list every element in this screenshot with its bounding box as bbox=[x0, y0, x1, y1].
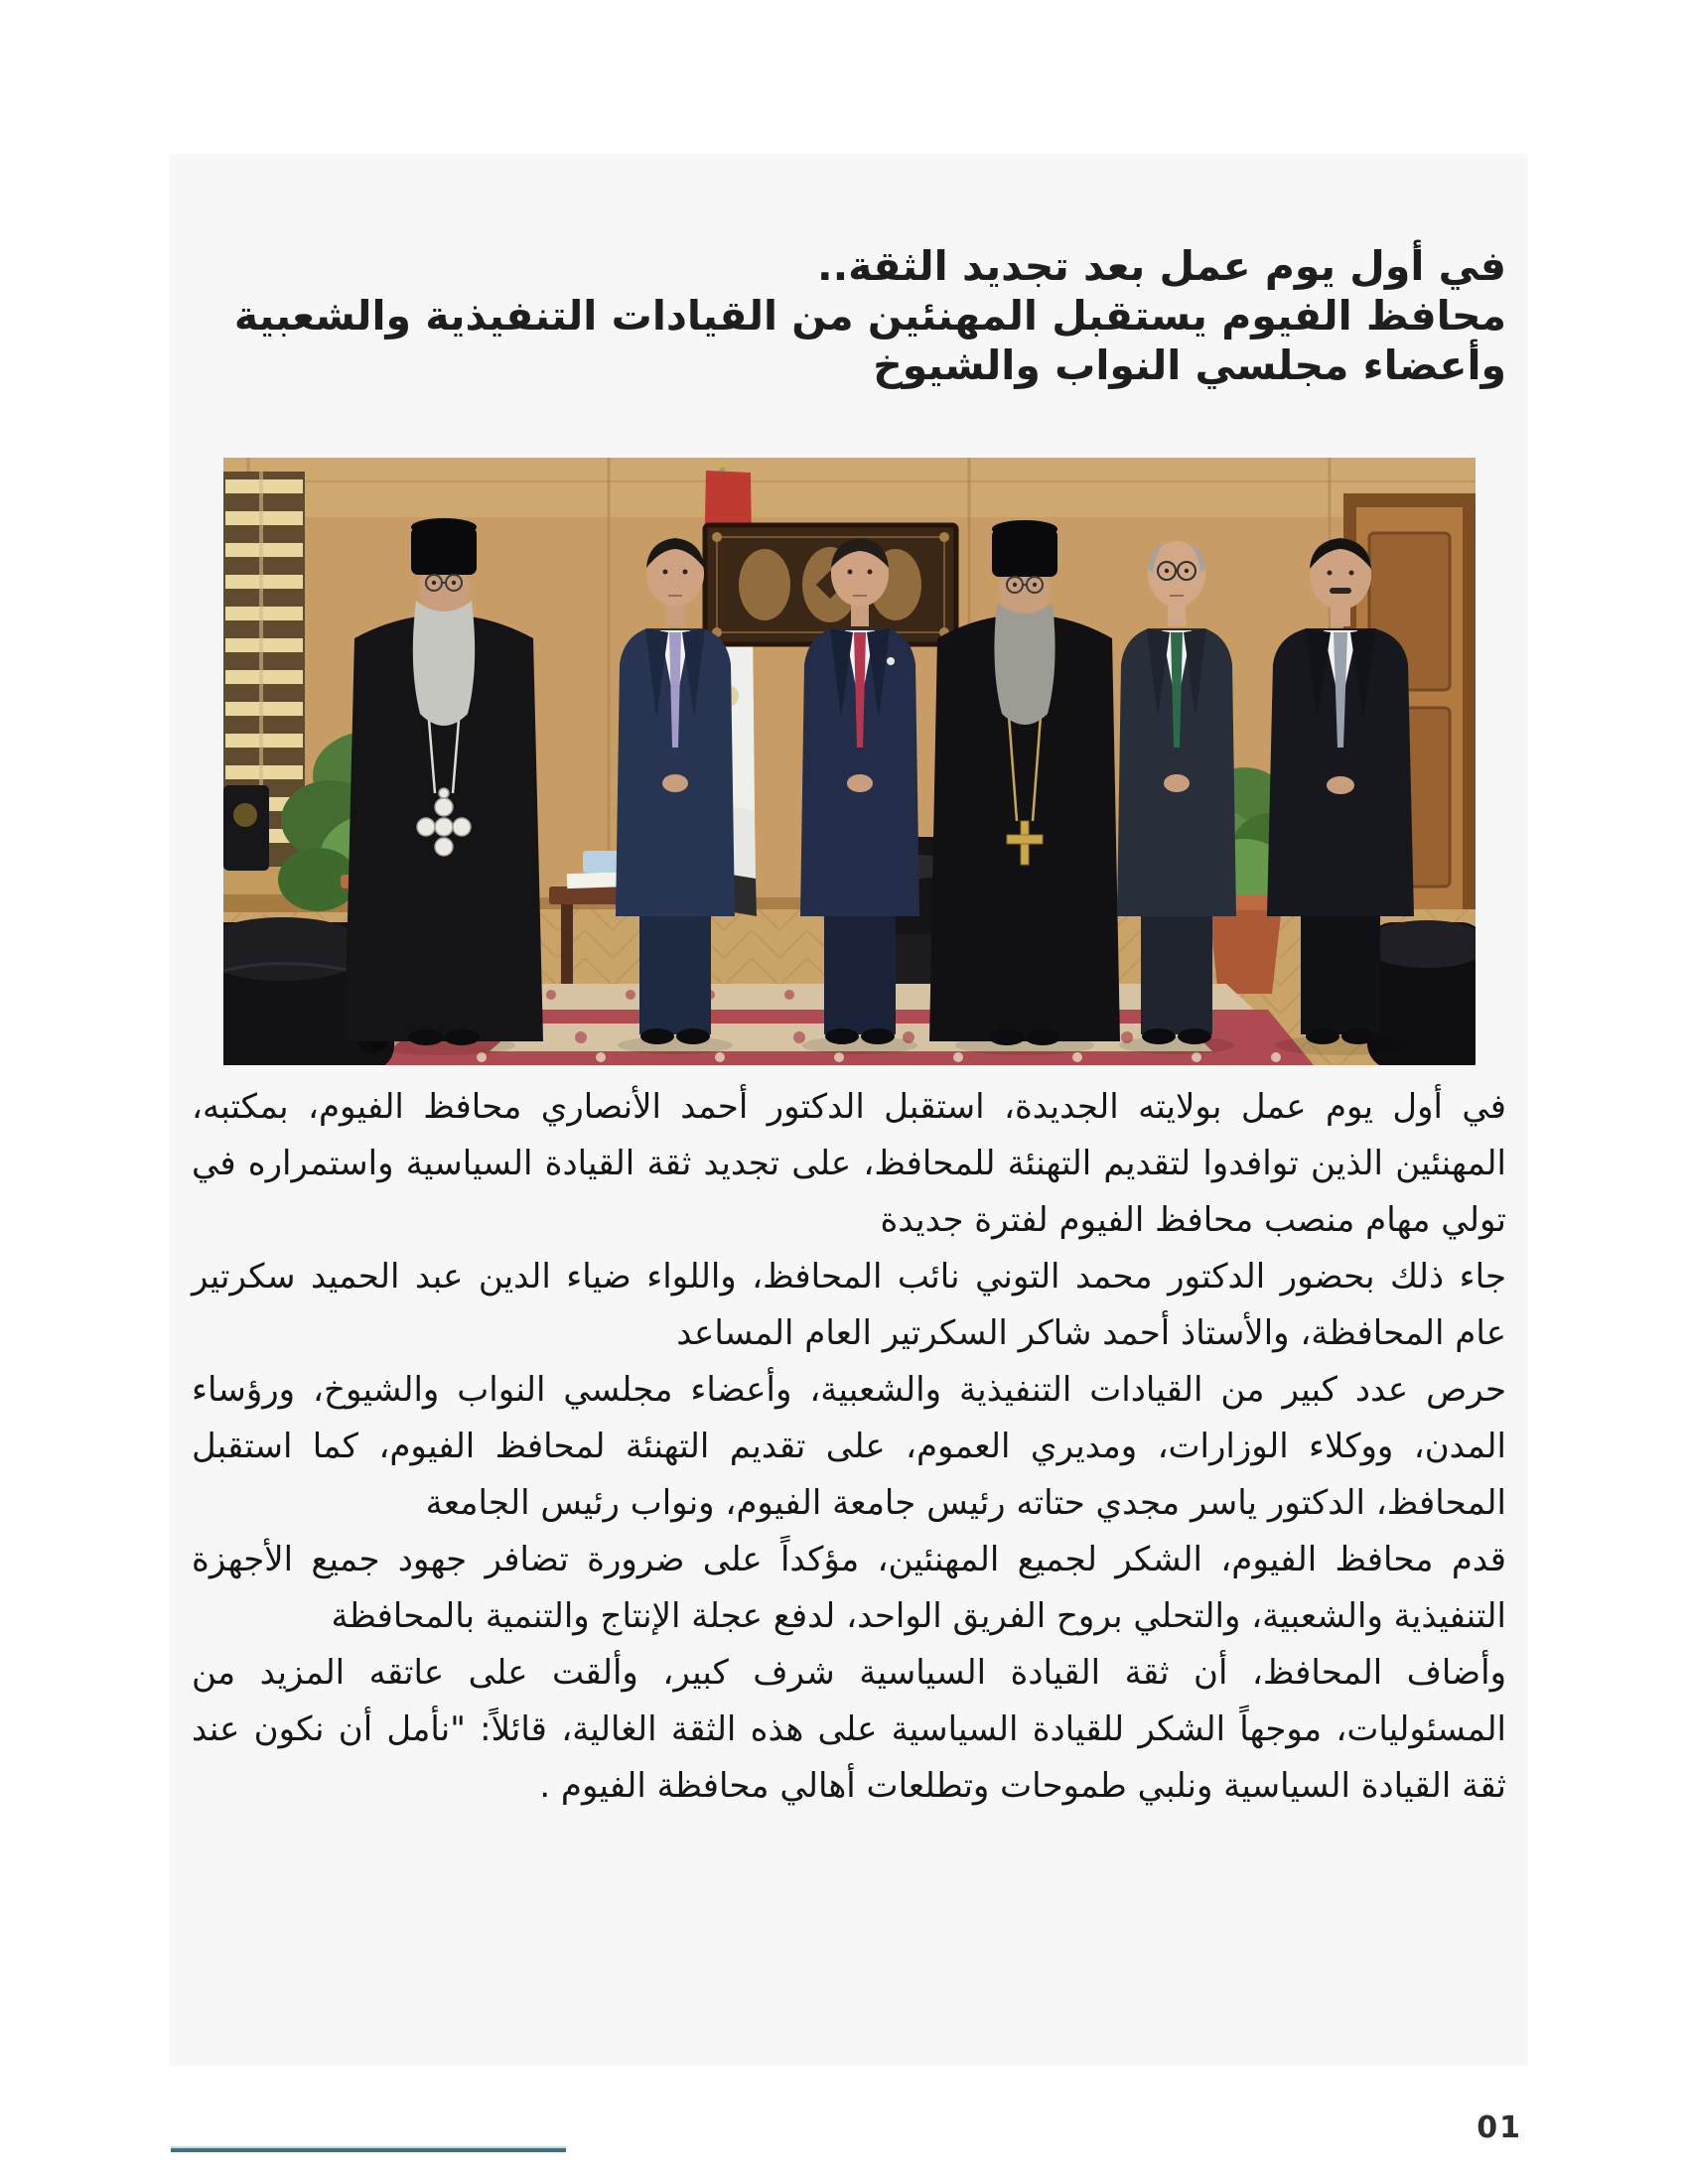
article-headline bbox=[192, 241, 1506, 390]
paragraph: قدم محافظ الفيوم، الشكر لجميع المهنئين، مؤكداً على ضرورة تضافر جهود جميع الأجهزة التنفيذية والشعبية، والتحلي بروح الفريق الواحد، لدفع عجلة الإنتاج والتنمية بالمحافظة bbox=[192, 1540, 1506, 1636]
paragraph: وأضاف المحافظ، أن ثقة القيادة السياسية شرف كبير، وألقت على عاتقه المزيد من المسئوليات، موجهاً الشكر للقيادة السياسية على هذه الثقة الغالية، قائلاً: "نأمل أن نكون عند ثقة القيادة السياسية ونلبي طموحات وتطلعات أهالي محافظة الفيوم . bbox=[192, 1653, 1506, 1806]
paragraph: حرص عدد كبير من القيادات التنفيذية والشعبية، وأعضاء مجلسي النواب والشيوخ، ورؤساء المدن، ووكلاء الوزارات، ومديري العموم، على تقديم التهنئة لمحافظ الفيوم، كما استقبل المحافظ، الدكتور ياسر مجدي حتاته رئيس جامعة الفيوم، ونواب رئيس الجامعة bbox=[192, 1370, 1506, 1523]
article-card bbox=[170, 154, 1528, 2066]
headline-line-2: محافظ الفيوم يستقبل المهنئين من القيادات التنفيذية والشعبية وأعضاء مجلسي النواب والشيوخ bbox=[233, 292, 1506, 389]
footer-accent-rule bbox=[171, 2146, 566, 2152]
wall-tapestry bbox=[705, 525, 956, 644]
article-body bbox=[192, 1079, 1506, 1815]
paragraph: جاء ذلك بحضور الدكتور محمد التوني نائب المحافظ، واللواء ضياء الدين عبد الحميد سكرتير عام المحافظة، والأستاذ أحمد شاكر السكرتير العام المساعد bbox=[192, 1257, 1506, 1353]
page-number: 01 bbox=[1477, 2111, 1522, 2145]
headline-line-1: في أول يوم عمل بعد تجديد الثقة.. bbox=[817, 242, 1506, 290]
article-photo bbox=[223, 458, 1476, 1065]
paragraph: في أول يوم عمل بولايته الجديدة، استقبل الدكتور أحمد الأنصاري محافظ الفيوم، بمكتبه، المهنئين الذين توافدوا لتقديم التهنئة للمحافظ، على تجديد ثقة القيادة السياسية واستمراره في تولي مهام منصب محافظ الفيوم لفترة جديدة bbox=[192, 1087, 1506, 1240]
